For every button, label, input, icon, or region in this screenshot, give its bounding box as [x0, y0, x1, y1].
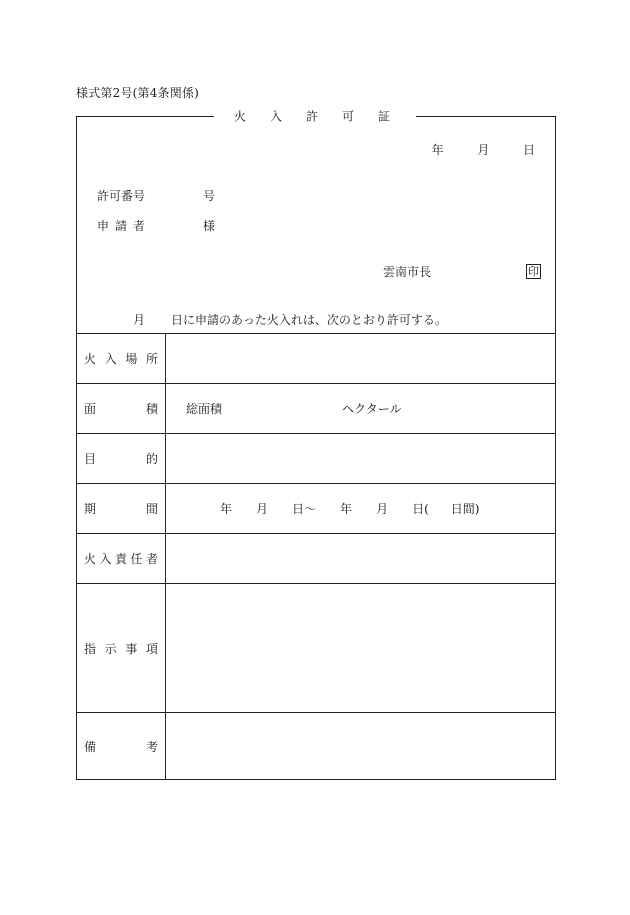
statement-month: 月	[133, 313, 146, 327]
responsible-person-field[interactable]	[166, 534, 555, 583]
row-label-instructions: 指 示 事 項	[77, 584, 166, 712]
form-table	[77, 333, 555, 780]
purpose-field[interactable]	[166, 434, 555, 483]
table-row-responsible	[77, 533, 555, 583]
statement-text: 日に申請のあった火入れは、次のとおり許可する。	[171, 313, 447, 327]
seal-mark: 印	[528, 265, 539, 278]
row-label-remarks: 備 考	[77, 713, 166, 780]
issue-date-month: 月	[477, 143, 490, 157]
issue-date-year: 年	[431, 143, 444, 157]
area-unit-label: ヘクタール	[342, 402, 402, 416]
area-field[interactable]	[166, 384, 555, 433]
table-row-remarks	[77, 712, 555, 780]
row-label-area: 面 積	[77, 384, 166, 433]
table-row-area	[77, 383, 555, 433]
row-label-location: 火 入 場 所	[77, 334, 166, 383]
row-label-purpose: 目 的	[77, 434, 166, 483]
period-text: 年 月 日〜 年 月 日( 日間)	[220, 502, 480, 516]
table-row-period	[77, 483, 555, 533]
row-label-period: 期 間	[77, 484, 166, 533]
table-row-location	[77, 333, 555, 383]
issue-date	[432, 141, 535, 158]
form-title: 火入許可証	[214, 108, 416, 125]
issuer-name: 雲南市長	[383, 265, 432, 279]
form-number-label: 様式第2号(第4条関係)	[76, 86, 200, 100]
instructions-field[interactable]	[166, 584, 555, 712]
permit-form	[76, 116, 556, 780]
applicant-label: 申請者	[97, 219, 152, 233]
permit-number-suffix: 号	[203, 189, 216, 203]
permit-statement	[133, 311, 447, 328]
permit-number-label: 許可番号	[97, 189, 146, 203]
row-label-responsible: 火 入 責 任 者	[77, 534, 166, 583]
period-field[interactable]	[166, 484, 555, 533]
location-field[interactable]	[166, 334, 555, 383]
applicant-suffix: 様	[203, 219, 216, 233]
issue-date-day: 日	[522, 143, 535, 157]
table-row-instructions	[77, 583, 555, 712]
table-row-purpose	[77, 433, 555, 483]
remarks-field[interactable]	[166, 713, 555, 780]
total-area-label: 総面積	[186, 402, 223, 416]
